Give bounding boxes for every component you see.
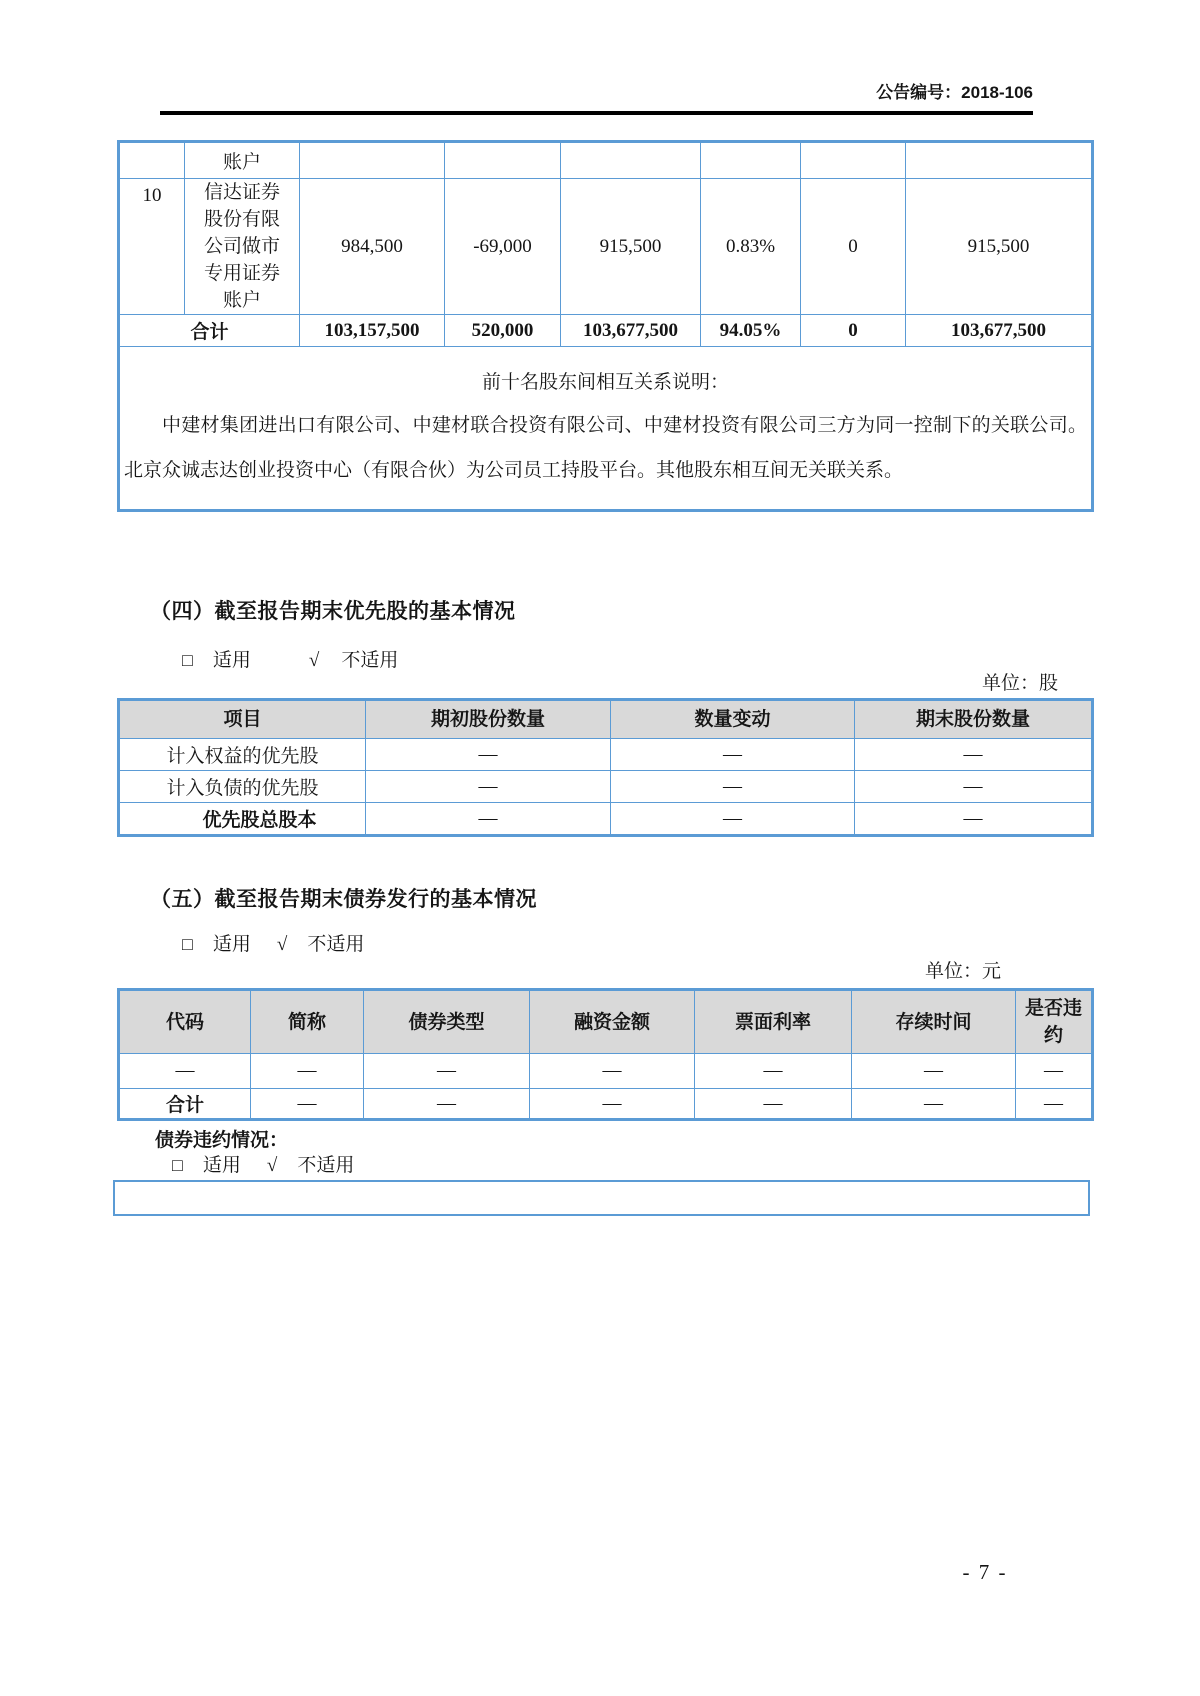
- col-header: 是否违约: [1016, 991, 1092, 1054]
- table-row: [120, 143, 1092, 179]
- col-header: 简称: [251, 991, 364, 1054]
- checkmark-icon: √: [266, 1155, 278, 1176]
- carryover-name-cell: 账户: [185, 143, 300, 179]
- unit-label-shares: 单位：股: [981, 673, 1058, 694]
- page-number: - 7 -: [962, 1560, 1008, 1584]
- header-divider: [160, 111, 1033, 115]
- col-header: 融资金额: [530, 991, 695, 1054]
- value-cell: 984,500: [300, 179, 445, 315]
- col-header: 代码: [120, 991, 251, 1054]
- checkbox-icon: □: [182, 934, 193, 954]
- value-cell: —: [251, 1054, 364, 1089]
- announcement-number: 公告编号：2018-106: [876, 83, 1033, 102]
- col-header: 债券类型: [364, 991, 530, 1054]
- value-cell: 915,500: [906, 179, 1092, 315]
- value-cell: —: [611, 803, 855, 835]
- value-cell: —: [530, 1054, 695, 1089]
- value-cell: 0: [801, 315, 906, 347]
- preferred-shares-table: [117, 698, 1094, 837]
- relationship-note-cell: [120, 347, 1092, 510]
- value-cell: —: [366, 803, 611, 835]
- value-cell: —: [695, 1089, 852, 1119]
- checkmark-icon: √: [308, 650, 320, 671]
- table-row: [120, 803, 1092, 835]
- value-cell: -69,000: [445, 179, 561, 315]
- shareholder-table: [117, 140, 1094, 512]
- value-cell: 103,157,500: [300, 315, 445, 347]
- not-apply-label: 不适用: [341, 650, 399, 671]
- header-row: [120, 991, 1092, 1054]
- bond-default-applicability: [172, 1150, 354, 1177]
- total-label-cell: 合计: [120, 1089, 251, 1119]
- relationship-note-row: [120, 347, 1092, 510]
- value-cell: —: [366, 771, 611, 803]
- value-cell: —: [1016, 1054, 1092, 1089]
- value-cell: 103,677,500: [906, 315, 1092, 347]
- col-header: 存续时间: [852, 991, 1016, 1054]
- col-header: 项目: [120, 701, 366, 739]
- value-cell: —: [364, 1089, 530, 1119]
- col-header: 数量变动: [611, 701, 855, 739]
- value-cell: —: [366, 739, 611, 771]
- value-cell: 915,500: [561, 179, 701, 315]
- bond-default-label: 债券违约情况：: [155, 1130, 289, 1151]
- table-row: [120, 179, 1092, 315]
- value-cell: —: [120, 1054, 251, 1089]
- bond-table: [117, 988, 1094, 1121]
- shareholder-name-cell: 信达证券股份有限公司做市专用证券账户: [185, 179, 300, 315]
- not-apply-label: 不适用: [297, 1155, 355, 1176]
- col-header: 票面利率: [695, 991, 852, 1054]
- section5-title: （五）截至报告期末债券发行的基本情况: [150, 888, 537, 911]
- value-cell: —: [1016, 1089, 1092, 1119]
- value-cell: 0.83%: [701, 179, 801, 315]
- value-cell: —: [695, 1054, 852, 1089]
- apply-label: 适用: [202, 1155, 241, 1176]
- total-label-cell: 合计: [120, 315, 300, 347]
- section5-applicability: [182, 929, 364, 956]
- not-apply-label: 不适用: [307, 934, 365, 955]
- item-label-cell: 计入权益的优先股: [120, 739, 366, 771]
- section4-title: （四）截至报告期末优先股的基本情况: [150, 600, 516, 623]
- value-cell: —: [855, 803, 1092, 835]
- item-label-cell: 优先股总股本: [120, 803, 366, 835]
- value-cell: —: [251, 1089, 364, 1119]
- checkbox-icon: □: [182, 650, 193, 670]
- bond-default-detail-box: [113, 1180, 1090, 1216]
- col-header: 期末股份数量: [855, 701, 1092, 739]
- value-cell: —: [364, 1054, 530, 1089]
- table-row: [120, 739, 1092, 771]
- header-row: [120, 701, 1092, 739]
- value-cell: —: [852, 1054, 1016, 1089]
- item-label-cell: 计入负债的优先股: [120, 771, 366, 803]
- value-cell: 0: [801, 179, 906, 315]
- note-body: 中建材集团进出口有限公司、中建材联合投资有限公司、中建材投资有限公司三方为同一控制下的关联公司。北京众诚志达创业投资中心（有限合伙）为公司员工持股平台。其他股东相互间无关联关系。: [124, 415, 1087, 481]
- checkbox-icon: □: [172, 1155, 183, 1175]
- total-row: [120, 1089, 1092, 1119]
- value-cell: 103,677,500: [561, 315, 701, 347]
- row-number-cell: 10: [120, 179, 185, 315]
- total-row: [120, 315, 1092, 347]
- checkmark-icon: √: [276, 934, 288, 955]
- row-number-cell: [120, 143, 185, 179]
- value-cell: —: [855, 739, 1092, 771]
- note-title: 前十名股东间相互关系说明：: [481, 372, 729, 393]
- apply-label: 适用: [212, 934, 251, 955]
- unit-label-yuan: 单位：元: [924, 961, 1001, 982]
- value-cell: —: [611, 771, 855, 803]
- table-row: [120, 1054, 1092, 1089]
- table-row: [120, 771, 1092, 803]
- value-cell: —: [611, 739, 855, 771]
- value-cell: —: [852, 1089, 1016, 1119]
- value-cell: 94.05%: [701, 315, 801, 347]
- col-header: 期初股份数量: [366, 701, 611, 739]
- value-cell: —: [530, 1089, 695, 1119]
- value-cell: —: [855, 771, 1092, 803]
- apply-label: 适用: [212, 650, 251, 671]
- value-cell: 520,000: [445, 315, 561, 347]
